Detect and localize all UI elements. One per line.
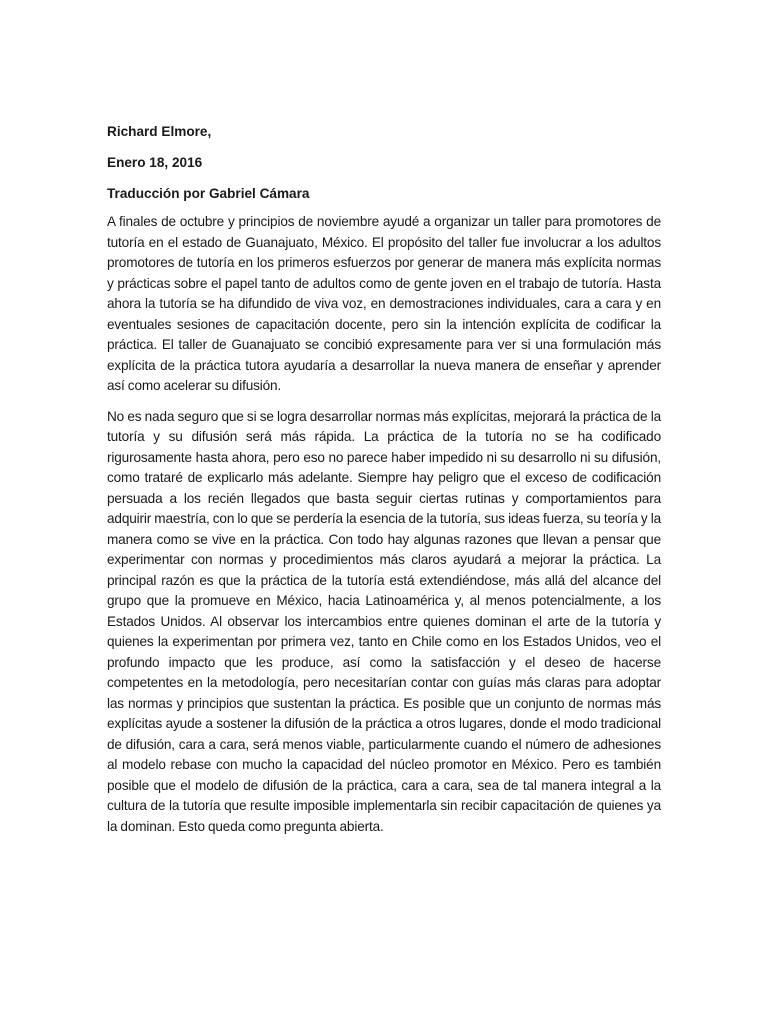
document-page (107, 122, 661, 837)
author-line: Richard Elmore, (107, 124, 212, 139)
date-line: Enero 18, 2016 (107, 155, 203, 170)
body-paragraph: No es nada seguro que si se logra desarrollar normas más explícitas, mejorará la práctica de la tutoría y su difusión será más rápida. La práctica de la tutoría no se ha codificado rigurosamente hasta ahora, pero eso no parece haber impedido ni su desarrollo ni su difusión, como trataré de explicarlo más adelante. Siempre hay peligro que el exceso de codificación persuada a los recién llegados que basta seguir ciertas rutinas y comportamientos para adquirir maestría, con lo que se perdería la esencia de la tutoría, sus ideas fuerza, su teoría y la manera como se vive en la práctica. Con todo hay algunas razones que llevan a pensar que experimentar con normas y procedimientos más claros ayudará a mejorar la práctica. La principal razón es que la práctica de la tutoría está extendiéndose, más allá del alcance del grupo que la promueve en México, hacia Latinoamérica y, al menos potencialmente, a los Estados Unidos. Al observar los intercambios entre quienes dominan el arte de la tutoría y quienes la experimentan por primera vez, tanto en Chile como en los Estados Unidos, veo el profundo impacto que les produce, así como la satisfacción y el deseo de hacerse competentes en la metodología, pero necesitarían contar con guías más claras para adoptar las normas y principios que sustentan la práctica. Es posible que un conjunto de normas más explícitas ayude a sostener la difusión de la práctica a otros lugares, donde el modo tradicional de difusión, cara a cara, será menos viable, particularmente cuando el número de adhesiones al modelo rebase con mucho la capacidad del núcleo promotor en México. Pero es también posible que el modelo de difusión de la práctica, cara a cara, sea de tal manera integral a la cultura de la tutoría que resulte imposible implementarla sin recibir capacitación de quienes ya la dominan. Esto queda como pregunta abierta. (107, 408, 661, 834)
body-paragraph: A finales de octubre y principios de noviembre ayudé a organizar un taller para promotores de tutoría en el estado de Guanajuato, México. El propósito del taller fue involucrar a los adultos promotores de tutoría en los primeros esfuerzos por generar de manera más explícita normas y prácticas sobre el papel tanto de adultos como de gente joven en el trabajo de tutoría. Hasta ahora la tutoría se ha difundido de viva voz, en demostraciones individuales, cara a cara y en eventuales sesiones de capacitación docente, pero sin la intención explícita de codificar la práctica. El taller de Guanajuato se concibió expresamente para ver si una formulación más explícita de la práctica tutora ayudaría a desarrollar la nueva manera de enseñar y aprender así como acelerar su difusión. (107, 214, 661, 393)
translator-line: Traducción por Gabriel Cámara (107, 186, 310, 201)
